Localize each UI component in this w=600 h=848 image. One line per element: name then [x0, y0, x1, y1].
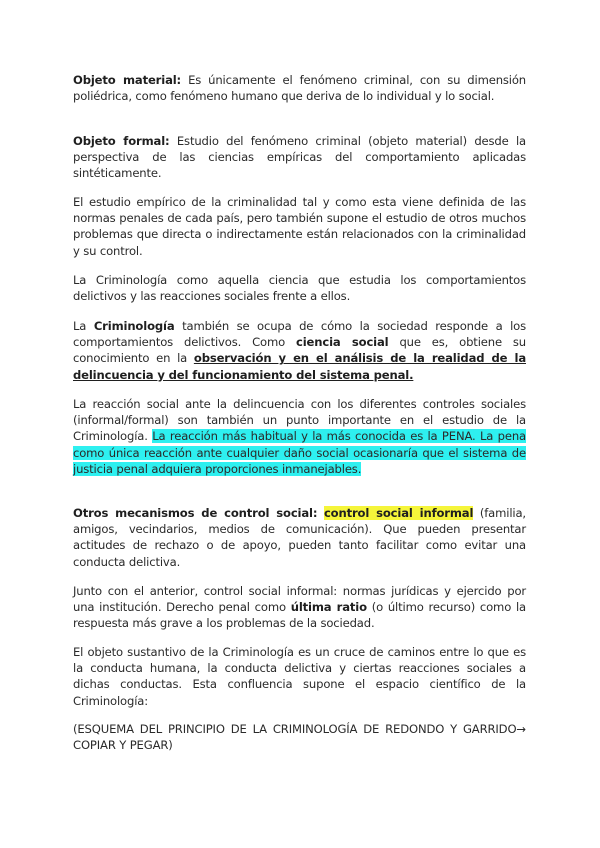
paragraph-text: El estudio empírico de la criminalidad tal y como esta viene definida de las normas penales de cada país, pero también supone el estudio de otros muchos problemas que directa o indirectamente están relacionados con la criminalidad y su control. — [73, 195, 526, 258]
paragraph-control-formal — [73, 583, 526, 632]
paragraph-otros-mecanismos — [73, 505, 526, 570]
paragraph-text: El objeto sustantivo de la Criminología es un cruce de caminos entre lo que es la conducta humana, la conducta delictiva y ciertas reacciones sociales a dichas conductas. Esta confluencia supone el espacio científico de la Criminología: — [73, 645, 526, 708]
paragraph-objeto-material — [73, 72, 526, 104]
term-objeto-material: Objeto material: — [73, 73, 182, 87]
underlined-observacion: observación y en el análisis de la realidad de la delincuencia y del funcionamiento del sistema penal. — [73, 351, 527, 382]
paragraph-text: La reacción social ante la delincuencia con los diferentes controles sociales (informal/formal) son también un punto importante en el estudio de la Criminología. — [73, 397, 526, 444]
paragraph-esquema-note — [73, 721, 526, 753]
term-criminologia: Criminología — [93, 319, 175, 333]
paragraph-text: La — [73, 319, 94, 333]
term-ciencia-social: ciencia social — [296, 335, 389, 350]
paragraph-criminologia-definicion — [73, 272, 526, 304]
paragraph-text: La Criminología como aquella ciencia que estudia los comportamientos delictivos y las reacciones sociales frente a ellos. — [73, 273, 526, 304]
paragraph-text: (ESQUEMA DEL PRINCIPIO DE LA CRIMINOLOGÍA DE REDONDO Y GARRIDO→ COPIAR Y PEGAR) — [73, 722, 526, 753]
paragraph-text: (o último recurso) como la respuesta más grave a los problemas de la sociedad. — [73, 600, 526, 631]
paragraph-estudio-empirico — [73, 194, 526, 259]
highlight-control-social-informal: control social informal — [323, 506, 474, 520]
spacer-text — [317, 506, 324, 520]
paragraph-objeto-sustantivo — [73, 644, 526, 709]
paragraph-criminologia-respuesta — [73, 318, 526, 383]
paragraph-reaccion-social — [73, 396, 526, 477]
paragraph-objeto-formal — [73, 133, 526, 182]
term-otros-mecanismos: Otros mecanismos de control social: — [73, 506, 318, 520]
paragraph-text: (familia, amigos, vecindarios, medios de comunicación). Que pueden presentar actitudes de rechazo o de apoyo, pueden tanto facilitar como evitar una conducta delictiva. — [73, 506, 526, 569]
term-objeto-formal: Objeto formal: — [73, 134, 170, 148]
paragraph-text: que es, obtiene su conocimiento en la — [73, 335, 526, 366]
paragraph-text: Junto con el anterior, control social informal: normas jurídicas y ejercido por una institución. Derecho penal como — [73, 584, 526, 615]
paragraph-text: Es únicamente el fenómeno criminal, con su dimensión poliédrica, como fenómeno humano que deriva de lo individual y lo social. — [73, 73, 527, 104]
paragraph-text: también se ocupa de cómo la sociedad responde a los comportamientos delictivos. Como — [73, 319, 526, 350]
paragraph-text: Estudio del fenómeno criminal (objeto material) desde la perspectiva de las ciencias empíricas del comportamiento aplicadas sintéticamente. — [73, 134, 526, 181]
term-ultima-ratio: última ratio — [290, 600, 367, 615]
highlight-pena: La reacción más habitual y la más conocida es la PENA. La pena como única reacción ante cualquier daño social ocasionaría que el sistema de justicia penal adquiera proporciones inmanejables. — [73, 429, 527, 476]
